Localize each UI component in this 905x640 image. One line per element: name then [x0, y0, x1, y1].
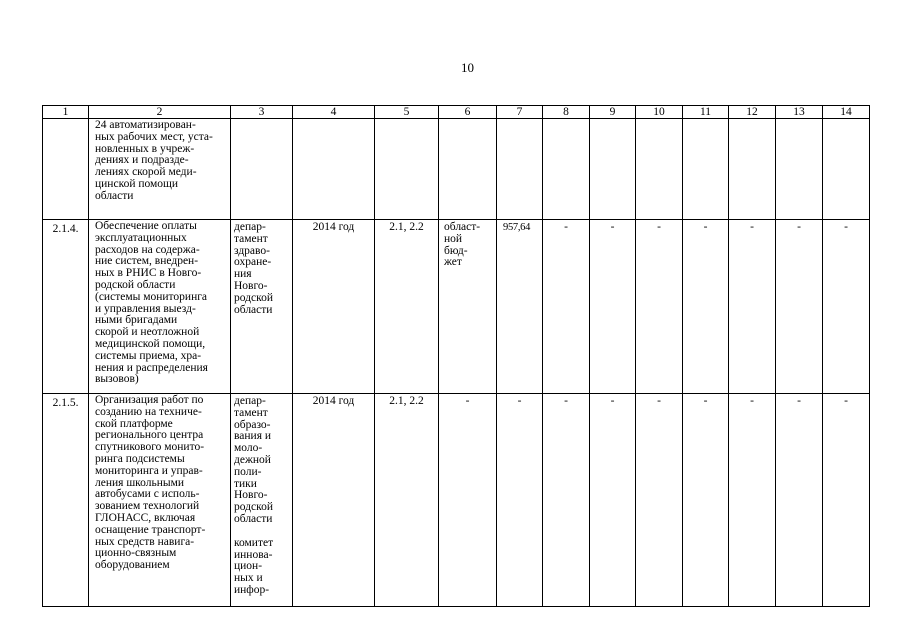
- measure-description-line: зованием технологий: [95, 500, 200, 513]
- measure-description-line: автобусами с исполь-: [95, 488, 200, 501]
- funding-value: [497, 119, 543, 220]
- executor: [231, 119, 293, 220]
- executor-line: охране-: [234, 256, 272, 269]
- column-header: 7: [497, 106, 543, 119]
- measure-description-line: ления школьными: [95, 476, 185, 489]
- executor-line: депар-: [234, 395, 266, 407]
- measure-description-line: ных в РНИС в Новго-: [95, 267, 202, 280]
- column-header: 11: [683, 106, 729, 119]
- table-row: [43, 394, 870, 607]
- executor-line: ния: [234, 268, 252, 281]
- measure-description-line: области: [95, 189, 134, 202]
- executor: [231, 394, 293, 607]
- measure-description-line: ской платформе: [95, 417, 173, 430]
- funding-source-line: жет: [444, 256, 462, 269]
- period: 2014 год: [293, 394, 375, 607]
- funding-value: [636, 119, 683, 220]
- funding-value: [590, 119, 636, 220]
- column-header: 4: [293, 106, 375, 119]
- executor-line: тамент: [234, 232, 268, 245]
- measure-description-line: вызовов): [95, 373, 139, 386]
- table-row: [43, 220, 870, 394]
- executor-line: области: [234, 303, 273, 316]
- funding-value: -: [497, 394, 543, 607]
- row-number: 2.1.4.: [43, 220, 89, 394]
- co-executor-line: иннова-: [234, 548, 273, 561]
- funding-value: -: [776, 220, 823, 394]
- measure-description-line: созданию на техниче-: [95, 405, 202, 418]
- measure-description-line: ционно-связным: [95, 547, 177, 560]
- executor-line: дежной: [234, 453, 271, 466]
- column-header: 3: [231, 106, 293, 119]
- measure-description-line: дениях и подразде-: [95, 154, 189, 167]
- executor-line: вания и: [234, 430, 272, 443]
- funding-value: [729, 119, 776, 220]
- funding-source-line: бюд-: [444, 244, 468, 257]
- program-table: [42, 105, 870, 607]
- funding-value: -: [543, 220, 590, 394]
- measure-description-line: системы приема, хра-: [95, 349, 202, 362]
- funding-value: -: [636, 220, 683, 394]
- funding-value: -: [590, 394, 636, 607]
- executor-line: области: [234, 512, 273, 525]
- funding-source-line: -: [465, 395, 470, 407]
- measure-description: [89, 394, 231, 607]
- funding-source-line: ной: [444, 232, 463, 245]
- measure-description-line: оснащение транспорт-: [95, 523, 206, 536]
- column-header: 9: [590, 106, 636, 119]
- measure-description-line: нения и распределения: [95, 361, 208, 374]
- measure-description-line: (системы мониторинга: [95, 290, 208, 303]
- funding-value: [543, 119, 590, 220]
- column-header: 8: [543, 106, 590, 119]
- funding-value: -: [729, 394, 776, 607]
- measure-description-line: лениях скорой меди-: [95, 166, 197, 179]
- executor-line: моло-: [234, 442, 263, 455]
- funding-value: -: [729, 220, 776, 394]
- co-executor-line: цион-: [234, 560, 263, 573]
- funding-value: -: [636, 394, 683, 607]
- executor-line: родской: [234, 291, 274, 304]
- funding-source: [439, 394, 497, 607]
- measure-description-line: ных средств навига-: [95, 535, 195, 548]
- measure-description-line: спутникового монито-: [95, 441, 205, 454]
- column-header: 2: [89, 106, 231, 119]
- column-header: 1: [43, 106, 89, 119]
- measure-description-line: ными бригадами: [95, 314, 178, 327]
- funding-source-line: област-: [444, 221, 481, 233]
- period: [293, 119, 375, 220]
- executor-line: образо-: [234, 418, 271, 431]
- measure-description-line: Обеспечение оплаты: [95, 220, 197, 232]
- funding-value: -: [590, 220, 636, 394]
- funding-value: -: [823, 394, 870, 607]
- measure-description-line: ринга подсистемы: [95, 452, 185, 465]
- co-executor-line: ных и: [234, 572, 263, 585]
- column-header: 10: [636, 106, 683, 119]
- executor-line: Новго-: [234, 489, 268, 502]
- measure-description-line: скорой и неотложной: [95, 326, 200, 339]
- measure-description-line: мониторинга и управ-: [95, 464, 203, 477]
- row-number: 2.1.5.: [43, 394, 89, 607]
- funding-source: [439, 220, 497, 394]
- measure-description-line: новленных в учреж-: [95, 142, 195, 155]
- page-number: 10: [461, 60, 474, 75]
- funding-value: -: [823, 220, 870, 394]
- header-row: [43, 106, 870, 119]
- measure-description: [89, 220, 231, 394]
- executor: [231, 220, 293, 394]
- funding-value: 957,64: [497, 220, 543, 394]
- co-executor-line: инфор-: [234, 583, 270, 596]
- measure-description-line: регионального центра: [95, 429, 204, 442]
- row-number: [43, 119, 89, 220]
- column-header: 12: [729, 106, 776, 119]
- measure-description-line: ГЛОНАСС, включая: [95, 511, 196, 524]
- measure-description-line: расходов на содержа-: [95, 243, 200, 256]
- measure-description-line: ных рабочих мест, уста-: [95, 130, 213, 143]
- measure-description-line: оборудованием: [95, 559, 170, 572]
- funding-source: [439, 119, 497, 220]
- measure-description-line: родской области: [95, 278, 176, 291]
- indicators: 2.1, 2.2: [375, 394, 439, 607]
- executor-line: Новго-: [234, 279, 268, 292]
- column-header: 14: [823, 106, 870, 119]
- funding-value: [823, 119, 870, 220]
- column-header: 13: [776, 106, 823, 119]
- co-executor: [234, 538, 290, 597]
- measure-description-line: ние систем, внедрен-: [95, 255, 199, 268]
- co-executor-line: комитет: [234, 536, 274, 549]
- indicators: 2.1, 2.2: [375, 220, 439, 394]
- column-header: 6: [439, 106, 497, 119]
- measure-description-line: цинской помощи: [95, 177, 179, 190]
- funding-value: -: [683, 220, 729, 394]
- column-header: 5: [375, 106, 439, 119]
- measure-description-line: Организация работ по: [95, 394, 204, 406]
- executor-line: здраво-: [234, 244, 270, 257]
- executor-line: поли-: [234, 465, 262, 478]
- table-row: [43, 119, 870, 220]
- funding-value: -: [776, 394, 823, 607]
- measure-description-line: медицинской помощи,: [95, 337, 206, 350]
- measure-description-line: и управления выезд-: [95, 302, 196, 315]
- funding-value: -: [543, 394, 590, 607]
- funding-value: [776, 119, 823, 220]
- funding-value: -: [683, 394, 729, 607]
- measure-description: [89, 119, 231, 220]
- funding-value: [683, 119, 729, 220]
- table-body: [43, 119, 870, 607]
- executor-line: родской: [234, 501, 274, 514]
- measure-description-line: эксплуатационных: [95, 231, 187, 244]
- period: 2014 год: [293, 220, 375, 394]
- executor-line: тамент: [234, 406, 268, 419]
- measure-description-line: 24 автоматизирован-: [95, 119, 196, 131]
- executor-line: тики: [234, 477, 257, 490]
- executor-line: депар-: [234, 221, 266, 233]
- indicators: [375, 119, 439, 220]
